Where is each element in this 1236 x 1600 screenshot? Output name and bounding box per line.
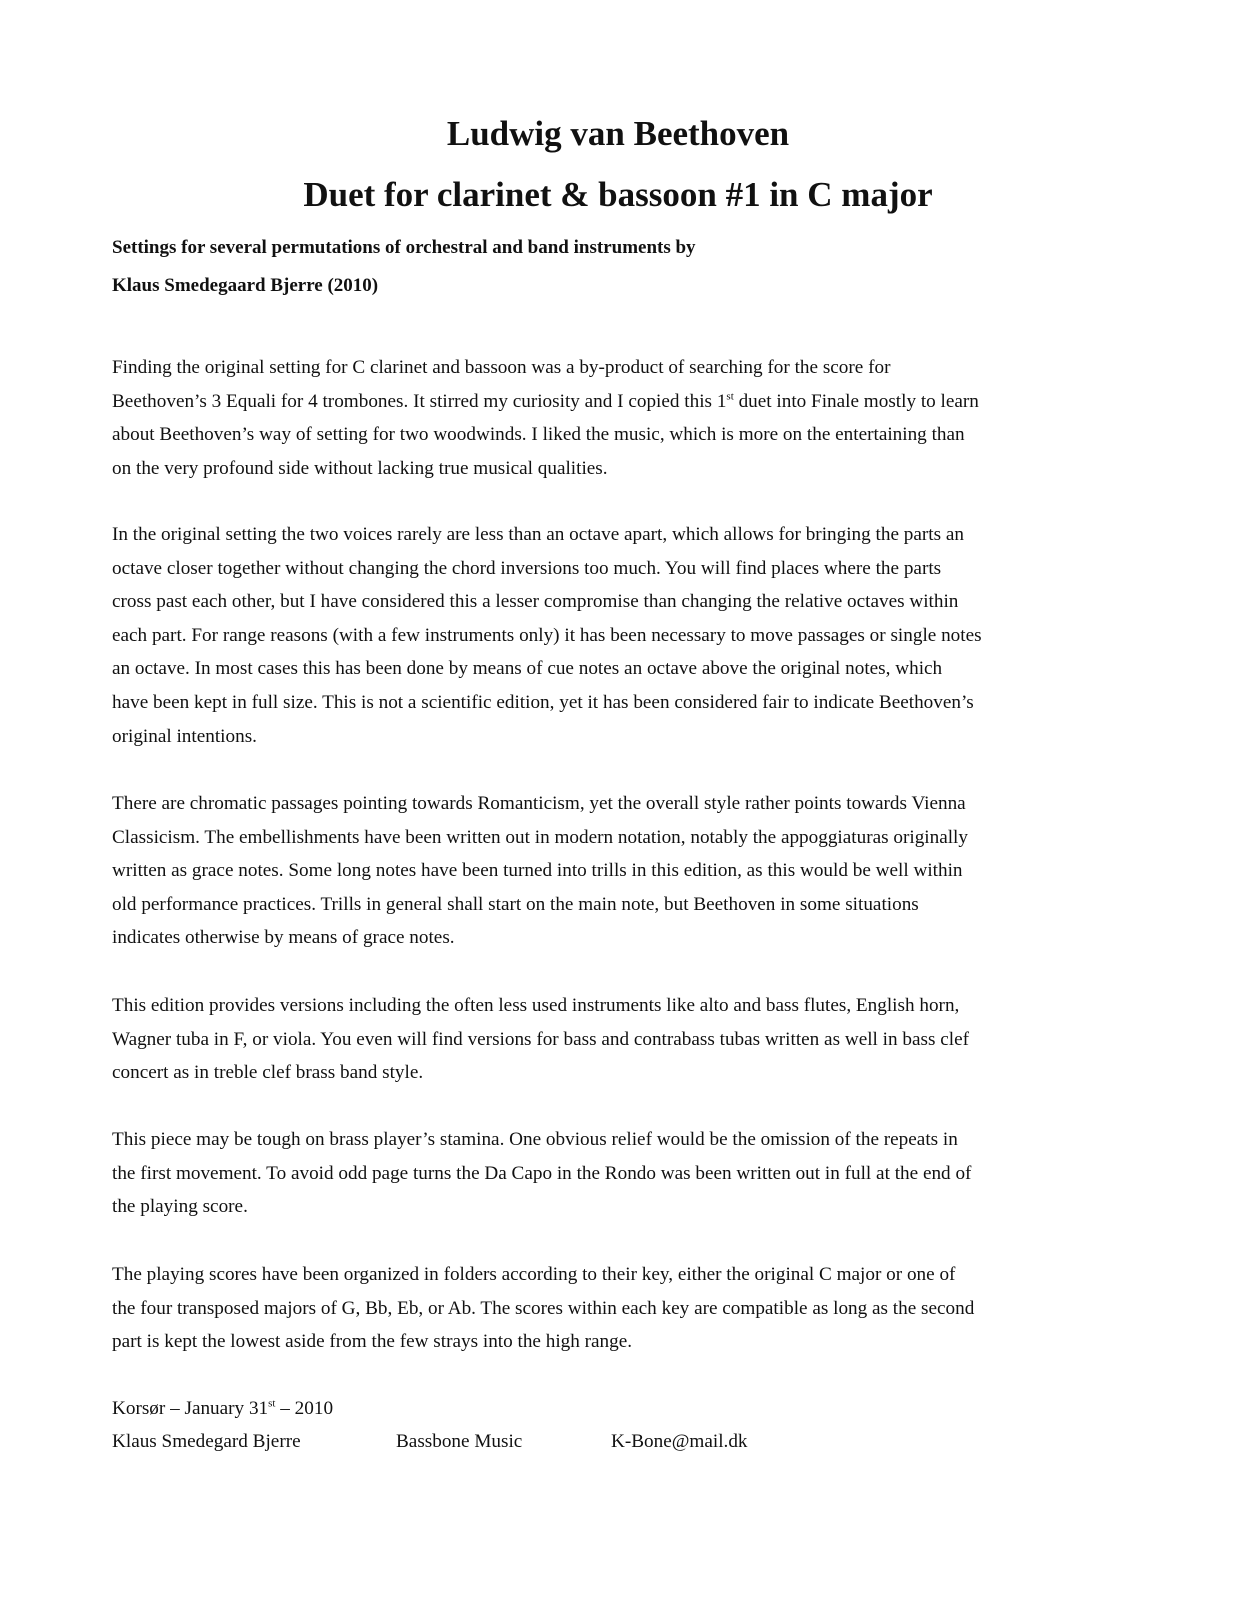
paragraph-line: This piece may be tough on brass player’s stamina. One obvious relief would be the omission of the repeats in — [112, 1129, 958, 1150]
composer-heading: Ludwig van Beethoven — [446, 114, 790, 153]
paragraph-line: each part. For range reasons (with a few instruments only) it has been necessary to move passages or single notes — [112, 624, 982, 646]
paragraph-line: written as grace notes. Some long notes have been turned into trills in this edition, as this would be well within — [112, 860, 963, 882]
paragraph-line: the first movement. To avoid odd page turns the Da Capo in the Rondo was been written out in full at the end of — [112, 1162, 972, 1184]
paragraph-octaves — [112, 518, 1112, 753]
paragraph-stamina — [112, 1123, 1112, 1224]
paragraph-line: concert as in treble clef brass band style. — [112, 1062, 424, 1084]
subtitle-line-2: Klaus Smedegaard Bjerre (2010) — [112, 275, 379, 296]
subtitle-line-1: Settings for several permutations of orchestral and band instruments by — [112, 237, 696, 258]
paragraph-line: on the very profound side without lacking true musical qualities. — [112, 457, 608, 479]
paragraph-line: indicates otherwise by means of grace notes. — [112, 927, 455, 949]
paragraph-line: There are chromatic passages pointing towards Romanticism, yet the overall style rather points towards Vienna — [112, 793, 966, 814]
text-run: duet into Finale mostly to learn — [733, 390, 979, 412]
email-address: K-Bone@mail.dk — [611, 1431, 748, 1452]
text-run: Beethoven’s 3 Equali for 4 trombones. It stirred my curiosity and I copied this 1 — [112, 390, 727, 412]
paragraph-line: Classicism. The embellishments have been written out in modern notation, notably the appoggiaturas originally — [112, 826, 968, 848]
author-name: Klaus Smedegard Bjerre — [112, 1431, 301, 1452]
paragraph-line: the playing score. — [112, 1196, 248, 1218]
paragraph-line: Wagner tuba in F, or viola. You even will find versions for bass and contrabass tubas written as well in bass clef — [112, 1028, 969, 1050]
work-title-heading: Duet for clarinet & bassoon #1 in C major — [303, 175, 933, 214]
paragraph-line: part is kept the lowest aside from the few strays into the high range. — [112, 1331, 633, 1353]
paragraph-versions — [112, 989, 1112, 1090]
paragraph-line: the four transposed majors of G, Bb, Eb, or Ab. The scores within each key are compatible as long as the second — [112, 1297, 975, 1319]
paragraph-line: about Beethoven’s way of setting for two woodwinds. I liked the music, which is more on the entertaining than — [112, 424, 965, 446]
paragraph-folders — [112, 1258, 1112, 1359]
publisher-name: Bassbone Music — [396, 1431, 523, 1452]
paragraph-line: original intentions. — [112, 725, 257, 747]
paragraph-line: The playing scores have been organized in folders according to their key, either the original C major or one of — [112, 1264, 956, 1285]
text-run: Korsør – January 31 — [112, 1398, 269, 1419]
paragraph-line — [112, 385, 1112, 419]
paragraph-line: have been kept in full size. This is not a scientific edition, yet it has been considered fair to indicate Beethoven’s — [112, 691, 974, 713]
signature-date — [112, 1397, 333, 1421]
paragraph-line: octave closer together without changing the chord inversions too much. You will find places where the parts — [112, 557, 942, 579]
superscript: st — [726, 390, 734, 403]
text-run: – 2010 — [275, 1398, 334, 1419]
paragraph-line: cross past each other, but I have considered this a lesser compromise than changing the relative octaves within — [112, 591, 959, 613]
paragraph-line: Finding the original setting for C clarinet and bassoon was a by-product of searching for the score for — [112, 357, 891, 378]
paragraph-line: old performance practices. Trills in general shall start on the main note, but Beethoven in some situations — [112, 893, 919, 915]
paragraph-line: This edition provides versions including the often less used instruments like alto and bass flutes, English horn, — [112, 995, 960, 1016]
paragraph-origin — [112, 351, 1112, 485]
paragraph-line: In the original setting the two voices rarely are less than an octave apart, which allows for bringing the parts an — [112, 524, 964, 545]
superscript: st — [268, 1397, 276, 1410]
paragraph-line: an octave. In most cases this has been done by means of cue notes an octave above the original notes, which — [112, 658, 943, 680]
paragraph-style — [112, 787, 1112, 955]
